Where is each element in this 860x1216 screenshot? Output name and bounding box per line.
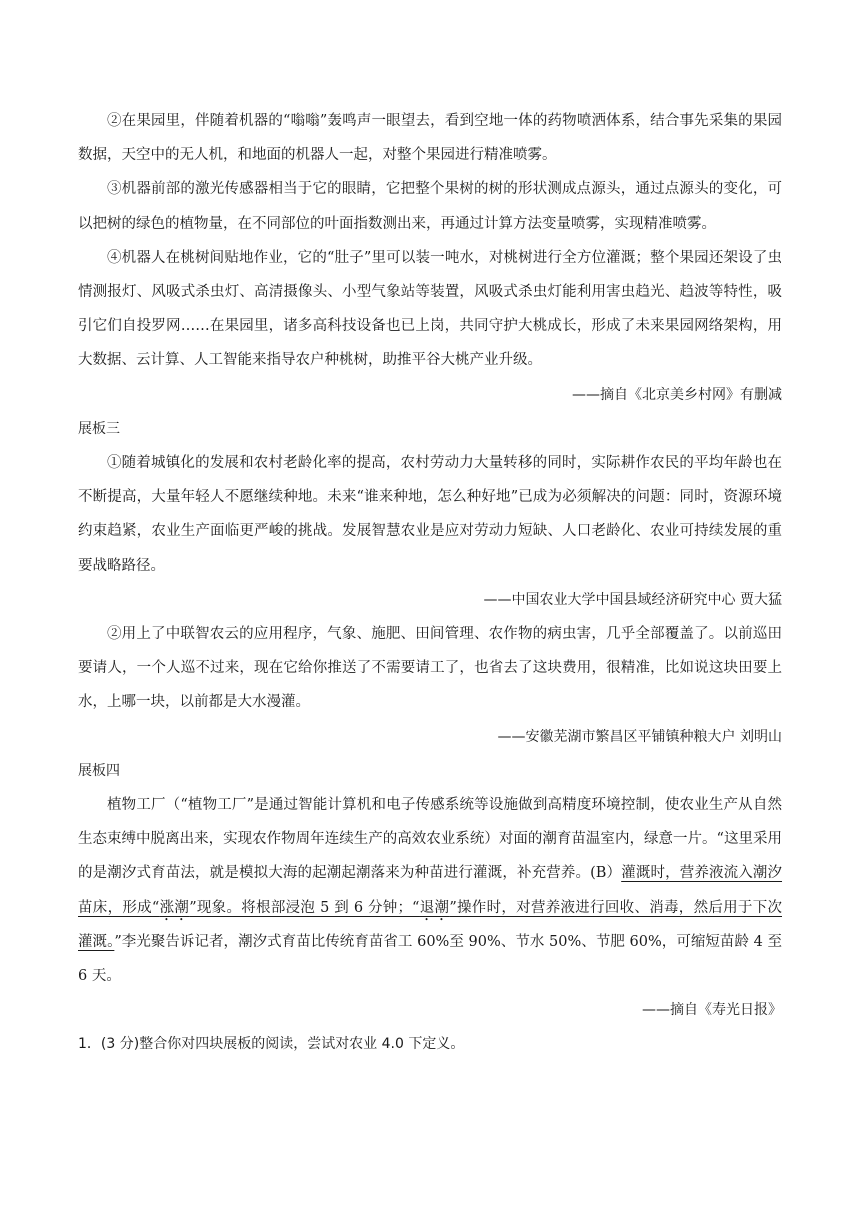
board2-paragraph-2: ②在果园里，伴随着机器的“嗡嗡”轰鸣声一眼望去，看到空地一体的药物喷洒体系，结合事先采集的果园数据，天空中的无人机，和地面的机器人一起，对整个果园进行精准喷雾。 xyxy=(78,113,782,164)
dotted-word-tuichao: 退潮 xyxy=(419,899,450,916)
board3-heading: 展板三 xyxy=(78,420,120,437)
board2-paragraph-4: ④机器人在桃树间贴地作业，它的“肚子”里可以装一吨水，对桃树进行全方位灌溉；整个果园还架设了虫情测报灯、风吸式杀虫灯、高清摄像头、小型气象站等装置，风吸式杀虫灯能利用害虫趋光、趋波等特性，吸引它们自投罗网……在果园里，诸多高科技设备也已上岗，共同守护大桃成长，形成了未来果园网络架构，用大数据、云计算、人工智能来指导农户种桃树，助推平谷大桃产业升级。 xyxy=(78,249,782,369)
board3-source-1: ——中国农业大学中国县域经济研究中心 贾大猛 xyxy=(483,591,782,608)
board4-text-after: ”李光聚告诉记者，潮汐式育苗比传统育苗省工 60%至 90%、节水 50%、节肥 60%，可缩短苗龄 4 至 6 天。 xyxy=(78,933,782,985)
underlined-part-2: ”现象。将根部浸泡 5 到 6 分钟；“ xyxy=(189,899,420,916)
underlined-part-1: 灌溉时，营养液流入潮汐苗床，形成“ xyxy=(78,865,783,916)
document-page xyxy=(78,104,782,1062)
board4-source: ——摘自《寿光日报》 xyxy=(642,1002,782,1019)
board4-heading: 展板四 xyxy=(78,762,120,779)
board4-paragraph-1 xyxy=(78,788,782,993)
board2-paragraph-3: ③机器前部的激光传感器相当于它的眼睛，它把整个果树的树的形状测成点源头，通过点源头的变化，可以把树的绿色的植物量，在不同部位的叶面指数测出来，再通过计算方法变量喷雾，实现精准喷雾。 xyxy=(78,181,782,232)
question-1: 1．(3 分)整合你对四块展板的阅读，尝试对农业 4.0 下定义。 xyxy=(78,1036,465,1053)
board2-source: ——摘自《北京美乡村网》有删减 xyxy=(572,386,782,403)
board3-source-2: ——安徽芜湖市繁昌区平铺镇种粮大户 刘明山 xyxy=(497,728,782,745)
board3-paragraph-1: ①随着城镇化的发展和农村老龄化率的提高，农村劳动力大量转移的同时，实际耕作农民的平均年龄也在不断提高，大量年轻人不愿继续种地。未来“谁来种地，怎么种好地”已成为必须解决的问题：同时，资源环境约束趋紧，农业生产面临更严峻的挑战。发展智慧农业是应对劳动力短缺、人口老龄化、农业可持续发展的重要战略路径。 xyxy=(78,455,782,574)
dotted-word-zhangchao: 涨潮 xyxy=(159,899,190,916)
board4-text-before: 植物工厂（“植物工厂”是通过智能计算机和电子传感系统等设施做到高精度环境控制，使农业生产从自然生态束缚中脱离出来，实现农作物周年连续生产的高效农业系统）对面的潮育苗温室内，绿意一片。“这里采用的是潮汐式育苗法，就是模拟大海的起潮起潮落来为种苗进行灌溉，补充营养。(B） xyxy=(78,797,782,882)
underlined-part-3: ”操作时，对营养液进行回收、消毒，然后用于下次灌溉。 xyxy=(78,899,782,950)
board3-paragraph-2: ②用上了中联智农云的应用程序，气象、施肥、田间管理、农作物的病虫害，几乎全部覆盖了。以前巡田要请人，一个人巡不过来，现在它给你推送了不需要请工了，也省去了这块费用，很精准，比如说这块田要上水，上哪一块，以前都是大水漫灌。 xyxy=(78,626,782,711)
